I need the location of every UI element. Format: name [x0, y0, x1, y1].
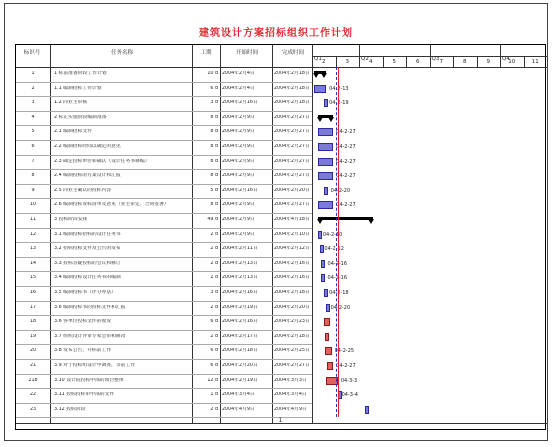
task-finish: 2004年2月27日: [274, 202, 310, 208]
task-start: 2004年2月9日: [222, 129, 255, 135]
task-bar: [365, 406, 369, 414]
task-id: 23: [29, 406, 37, 412]
month-label: 3: [345, 59, 349, 65]
task-start: 2004年2月11日: [222, 246, 258, 252]
bar-date-label: 04-2-10: [322, 231, 343, 238]
task-id: 22: [29, 392, 37, 398]
row-divider: [16, 301, 312, 302]
quarter-label: Q2: [361, 56, 369, 62]
month-divider: [524, 56, 525, 67]
task-duration: 6 d: [210, 363, 218, 368]
task-finish: 2004年2月20日: [274, 304, 310, 310]
month-divider: [430, 56, 431, 67]
task-start: 2004年2月9日: [222, 144, 255, 149]
task-finish: 2004年2月27日: [274, 114, 310, 120]
bar-date-label: 04-2-27: [336, 144, 356, 150]
task-id: 6: [31, 144, 35, 149]
header-divider: [16, 67, 547, 68]
task-name: 3.6 编制投标书的投标文件和汇报: [54, 304, 126, 310]
row-divider: [16, 403, 312, 404]
task-duration: 2 d: [210, 246, 218, 252]
task-name: 3.12 投标阶段: [54, 406, 86, 412]
page-number: 1: [278, 417, 283, 424]
task-name: 1.1 编制招标工作计划: [54, 85, 102, 91]
row-divider: [16, 96, 312, 97]
task-finish: 2004年2月27日: [274, 144, 310, 149]
task-start: 2004年2月20日: [222, 363, 258, 368]
task-duration: 2 d: [210, 406, 218, 412]
summary-bar: [314, 71, 326, 74]
task-finish: 2004年2月18日: [274, 71, 310, 76]
month-divider: [406, 56, 407, 67]
task-bar: [318, 128, 333, 136]
task-id: 7: [31, 158, 35, 164]
task-finish: 2004年2月18日: [274, 85, 310, 91]
col-header-duration: 工期: [200, 50, 212, 56]
task-finish: 2004年4月9日: [274, 406, 307, 412]
task-bar: [327, 362, 333, 370]
task-bar: [324, 318, 330, 326]
task-duration: 2 d: [210, 231, 218, 237]
task-start: 2004年2月13日: [222, 275, 258, 281]
task-name: 3.11 投标投标审中部的文件: [54, 392, 115, 398]
task-id: 2: [31, 85, 35, 91]
col-header-name: 任务名称: [110, 50, 133, 56]
month-label: 8: [463, 59, 467, 65]
task-name: 3 投标阶段安排: [54, 217, 88, 222]
page-title: 建筑设计方案招标组织工作计划: [199, 28, 353, 39]
task-duration: 6 d: [210, 85, 218, 91]
task-start: 2004年2月19日: [222, 304, 258, 310]
task-duration: 5 d: [210, 187, 218, 193]
row-divider: [16, 374, 312, 375]
task-id: 16: [29, 290, 37, 295]
task-start: 2004年2月16日: [222, 290, 258, 295]
task-start: 2004年2月4日: [222, 71, 255, 76]
task-duration: 6 d: [210, 348, 218, 354]
task-id: 3: [31, 100, 35, 106]
row-divider: [16, 155, 312, 156]
bar-date-label: 04-2-27: [336, 129, 356, 136]
task-name: 3.9 对于投标组设计中调查，等前工作: [54, 363, 136, 368]
row-divider: [16, 344, 312, 345]
task-duration: 2 d: [210, 333, 218, 339]
month-divider: [477, 56, 478, 67]
task-id: 21: [29, 363, 37, 368]
month-label: 5: [392, 59, 396, 65]
bar-date-label: 04-2-27: [336, 173, 356, 180]
task-duration: 2 d: [210, 304, 218, 310]
row-divider: [16, 198, 312, 199]
task-name: 3.2 招标投标文件及公告的发布: [54, 246, 121, 252]
row-divider: [16, 359, 312, 360]
task-duration: 8 d: [210, 158, 218, 164]
task-duration: 8 d: [210, 202, 218, 208]
quarter-label: Q4: [502, 56, 510, 62]
task-name: 3.5 编制投标书（评分办法）: [54, 290, 116, 295]
bar-date-label: 04-2-27: [336, 363, 356, 369]
task-bar: [324, 99, 328, 107]
month-divider: [500, 56, 501, 67]
task-bar: [318, 143, 333, 151]
bar-date-label: 04-2-16: [327, 260, 348, 267]
status-date-line: [338, 67, 339, 417]
row-divider: [16, 169, 312, 170]
task-name: 3.10 设计院投标中部的项目整体: [54, 377, 124, 383]
task-start: 2004年2月16日: [222, 319, 258, 325]
task-finish: 2004年2月23日: [274, 319, 310, 325]
task-id: 21b: [28, 377, 38, 383]
task-bar: [318, 201, 333, 209]
month-label: 11: [531, 59, 539, 65]
task-start: 2004年2月9日: [222, 158, 255, 164]
month-label: 2: [322, 59, 326, 65]
task-bar: [320, 245, 324, 253]
task-bar: [318, 231, 322, 239]
row-divider: [16, 82, 312, 83]
task-start: 2004年2月9日: [222, 202, 255, 208]
task-bar: [324, 289, 328, 297]
bar-date-label: 04-2-12: [324, 246, 344, 253]
task-id: 8: [31, 173, 35, 179]
task-id: 13: [29, 246, 37, 252]
task-name: 1.2 同业主审核: [54, 100, 88, 106]
gantt-sheet: [4, 3, 548, 441]
task-bar: [318, 158, 333, 166]
task-finish: 2004年2月27日: [274, 158, 310, 164]
task-finish: 2004年2月18日: [274, 100, 310, 106]
task-id: 9: [31, 187, 35, 193]
task-id: 18: [29, 319, 37, 325]
task-duration: 8 d: [210, 144, 218, 149]
task-bar: [318, 172, 333, 180]
row-divider: [16, 125, 312, 126]
task-duration: 1 d: [210, 392, 218, 398]
row-divider: [16, 315, 312, 316]
task-start: 2004年2月9日: [222, 231, 255, 237]
task-finish: 2004年3月4日: [274, 392, 307, 398]
critical-path-line: [336, 67, 337, 417]
bar-date-label: 04-2-18: [329, 290, 349, 296]
task-start: 2004年3月4日: [222, 392, 255, 398]
task-bar: [324, 187, 328, 195]
task-duration: 12 d: [207, 377, 218, 383]
task-duration: 8 d: [210, 129, 218, 135]
task-finish: 2004年2月16日: [274, 260, 310, 266]
row-divider: [16, 184, 312, 185]
row-divider: [16, 257, 312, 258]
bar-date-label: 04-2-20: [330, 187, 351, 194]
task-start: 2004年2月9日: [222, 217, 255, 222]
month-divider: [383, 56, 384, 67]
task-finish: 2004年2月18日: [274, 290, 310, 295]
task-id: 11: [29, 217, 37, 222]
task-name: 2.6 编制投标发标清单及意见（业主审定、合同签署）: [54, 202, 169, 208]
task-id: 17: [29, 304, 37, 310]
month-label: 4: [369, 59, 373, 65]
bar-date-label: 04-2-25: [334, 348, 355, 355]
task-finish: 2004年2月16日: [274, 275, 310, 281]
task-bar: [321, 274, 325, 282]
col-header-id: 标识号: [23, 50, 41, 56]
row-divider: [16, 271, 312, 272]
row-divider: [16, 228, 312, 229]
task-start: 2004年2月16日: [222, 100, 258, 106]
month-divider: [359, 56, 360, 67]
task-duration: 2 d: [210, 275, 218, 281]
task-id: 12: [29, 231, 37, 237]
row-divider: [16, 111, 312, 112]
column-divider: [220, 45, 221, 423]
task-name: 3.3 投标答疑投标的会议和修订: [54, 260, 121, 266]
task-name: 3.7 组织设计评审专家会审和修改: [54, 333, 126, 339]
month-divider: [453, 56, 454, 67]
task-start: 2004年2月4日: [222, 85, 255, 91]
task-id: 14: [29, 260, 37, 266]
row-divider: [16, 140, 312, 141]
task-finish: 2004年2月25日: [274, 348, 310, 354]
row-divider: [16, 213, 312, 214]
task-finish: 2004年2月10日: [274, 231, 310, 237]
task-id: 10: [29, 202, 37, 208]
task-start: 2004年2月9日: [222, 173, 255, 179]
row-divider: [16, 330, 312, 331]
task-finish: 2004年2月27日: [274, 363, 310, 368]
task-id: 1: [31, 71, 35, 76]
bar-date-label: 04-2-16: [327, 275, 348, 282]
task-finish: 2004年3月3日: [274, 377, 307, 383]
task-finish: 2004年4月18日: [274, 217, 310, 222]
task-start: 2004年4月9日: [222, 406, 255, 412]
task-id: 4: [31, 114, 35, 120]
bar-date-label: 04-3-3: [340, 377, 358, 384]
month-label: 7: [439, 59, 443, 65]
task-start: 2004年2月18日: [222, 348, 258, 354]
task-name: 2.4 编制投标的方案设计和汇报: [54, 173, 121, 179]
task-name: 2.3 确定投标单位和确认（设计任务书修编）: [54, 158, 150, 164]
bar-date-label: 04-2-19: [329, 100, 349, 107]
task-bar: [325, 333, 329, 341]
task-name: 1 标前准备阶段工作计划: [54, 71, 107, 76]
task-duration: 8 d: [210, 173, 218, 179]
task-name: 3.4 编制投标设计任务书的编制: [54, 275, 121, 281]
row-divider: [16, 242, 312, 243]
task-bar: [325, 347, 331, 355]
task-finish: 2004年2月18日: [274, 333, 310, 339]
task-start: 2004年2月19日: [222, 377, 258, 383]
task-finish: 2004年2月27日: [274, 173, 310, 179]
task-start: 2004年2月16日: [222, 187, 258, 193]
task-bar: [321, 260, 325, 268]
task-name: 3.1 编制投标招标的设计任务书: [54, 231, 121, 237]
task-duration: 2 d: [210, 260, 218, 266]
month-label: 6: [416, 59, 420, 65]
row-divider: [16, 388, 312, 389]
task-finish: 2004年2月20日: [274, 187, 310, 193]
summary-bar: [318, 115, 333, 118]
task-duration: 6 d: [210, 319, 218, 325]
task-start: 2004年2月9日: [222, 114, 255, 120]
task-bar: [326, 304, 330, 312]
task-id: 19: [29, 333, 37, 339]
task-name: 3.8 发布公告，开标前工作: [54, 348, 112, 354]
task-duration: 49 d: [207, 217, 218, 222]
task-duration: 3 d: [210, 100, 218, 106]
task-name: 2.1 编制招标文件: [54, 129, 92, 135]
task-name: 2.5 同业主确认的投标内容: [54, 187, 112, 193]
task-name: 2 标正实施阶段编制准备: [54, 114, 107, 120]
month-divider: [336, 56, 337, 67]
task-finish: 2004年2月12日: [274, 246, 310, 252]
bar-date-label: 04-3-4: [341, 392, 358, 399]
quarter-label: Q3: [431, 56, 440, 62]
month-label: 10: [508, 59, 516, 65]
task-id: 15: [29, 275, 37, 281]
column-divider: [50, 45, 51, 423]
col-header-finish: 完成时间: [281, 50, 304, 56]
task-start: 2004年2月17日: [222, 333, 258, 339]
task-duration: 3 d: [210, 290, 218, 295]
task-start: 2004年2月13日: [222, 260, 258, 266]
row-divider: [16, 286, 312, 287]
task-duration: 10 d: [207, 71, 218, 76]
month-label: 9: [486, 59, 490, 65]
column-divider: [192, 45, 193, 423]
bar-date-label: 04-2-13: [329, 85, 349, 92]
column-divider: [272, 45, 273, 423]
task-duration: 8 d: [210, 114, 218, 120]
bar-date-label: 04-2-27: [336, 158, 356, 165]
gantt-table: [15, 44, 546, 430]
task-bar: [314, 85, 326, 93]
task-name: 2.2 编制招标时间以确定的意见: [54, 144, 121, 149]
bar-date-label: 04-2-20: [330, 304, 351, 311]
task-finish: 2004年2月27日: [274, 129, 310, 135]
task-id: 5: [31, 129, 35, 135]
task-id: 20: [29, 348, 37, 354]
column-divider: [312, 45, 313, 423]
bar-date-label: 04-2-27: [336, 202, 356, 209]
summary-bar: [318, 217, 373, 220]
task-name: 3.6 各单位投标文件的收发: [54, 319, 112, 325]
col-header-start: 开始时间: [235, 50, 258, 56]
quarter-label: Q1: [314, 56, 322, 62]
